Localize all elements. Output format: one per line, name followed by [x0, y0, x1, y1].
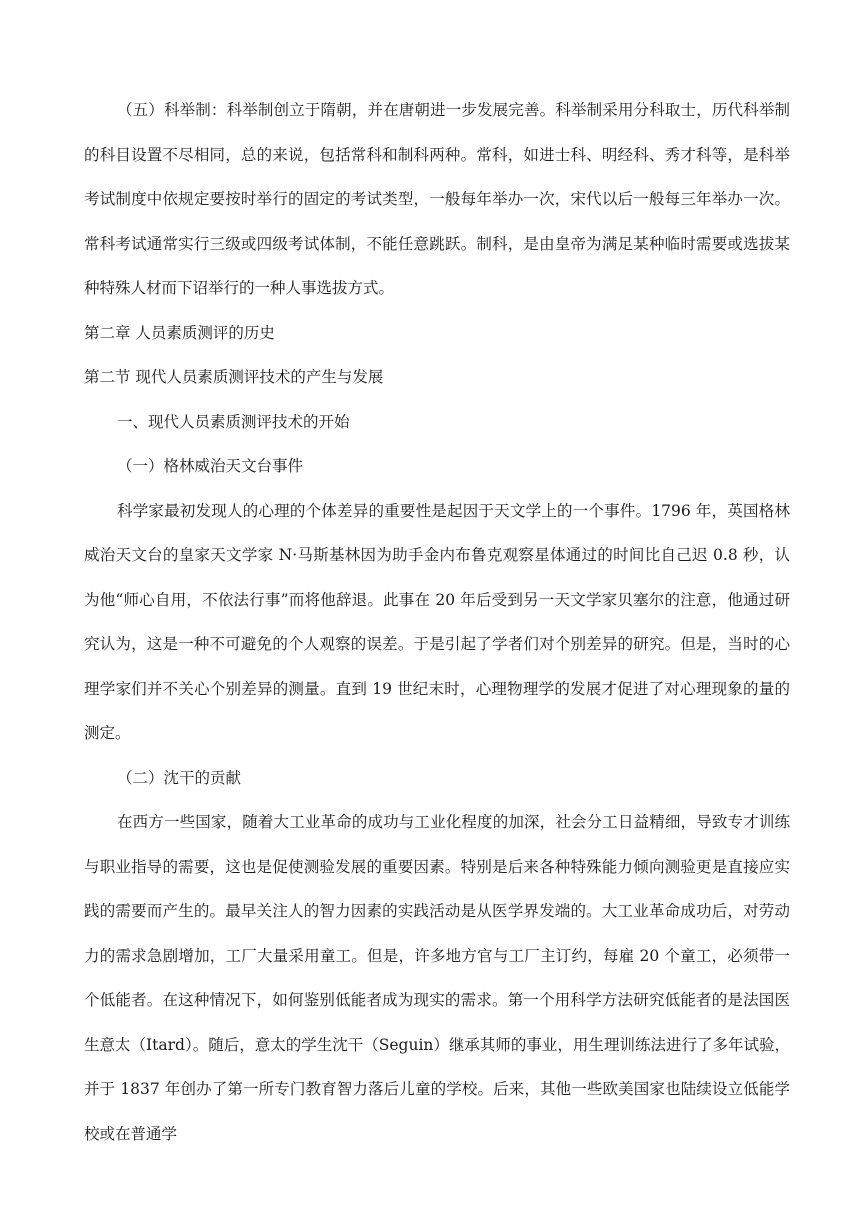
section-heading: 第二节 现代人员素质测评技术的产生与发展: [84, 368, 384, 386]
item-heading-greenwich: （一）格林威治天文台事件: [117, 457, 304, 475]
item-heading-seguin: （二）沈干的贡献: [117, 768, 242, 787]
chapter-heading: 第二章 人员素质测评的历史: [84, 323, 275, 342]
paragraph-seguin: 在西方一些国家，随着大工业革命的成功与工业化程度的加深，社会分工日益精细，导致专才训练与职业指导的需要，这也是促使测验发展的重要因素。特别是后来各种特殊能力倾向测验更是直接应实践的需要而产生的。最早关注人的智力因素的实践活动是从医学界发端的。大工业革命成功后，对劳动力的需求急剧增加，工厂大量采用童工。但是，许多地方官与工厂主订约，每雇 20 个童工，必须带一个低能者。在这种情况下，如何鉴别低能者成为现实的需求。第一个用科学方法研究低能者的是法国医生意太（Itard）。随后，意太的学生沈干（Seguin）继承其师的事业，用生理训练法进行了多年试验，并于 1837 年创办了第一所专门教育智力落后儿童的学校。后来，其他一些欧美国家也陆续设立低能学校或在普通学: [84, 813, 790, 1143]
paragraph-keju: （五）科举制：科举制创立于隋朝，并在唐朝进一步发展完善。科举制采用分科取士，历代科举制的科目设置不尽相同，总的来说，包括常科和制科两种。常科，如进士科、明经科、秀才科等，是科举考试制度中依规定要按时举行的固定的考试类型，一般每年举办一次，宋代以后一般每三年举办一次。常科考试通常实行三级或四级考试体制，不能任意跳跃。制科，是由皇帝为满足某种临时需要或选拔某种特殊人材而下诏举行的一种人事选拔方式。: [84, 101, 790, 297]
subsection-heading: 一、现代人员素质测评技术的开始: [117, 412, 350, 431]
document-page: [84, 88, 790, 1156]
paragraph-greenwich: 科学家最初发现人的心理的个体差异的重要性是起因于天文学上的一个事件。1796 年，英国格林威治天文台的皇家天文学家 N·马斯基林因为助手金内布鲁克观察星体通过的时间比自己迟 0.8 秒，认为他“师心自用，不依法行事”而将他辞退。此事在 20 年后受到另一天文学家贝塞尔的注意，他通过研究认为，这是一种不可避免的个人观察的误差。于是引起了学者们对个别差异的研究。但是，当时的心理学家们并不关心个别差异的测量。直到 19 世纪末时，心理物理学的发展才促进了对心理现象的量的测定。: [84, 501, 790, 742]
